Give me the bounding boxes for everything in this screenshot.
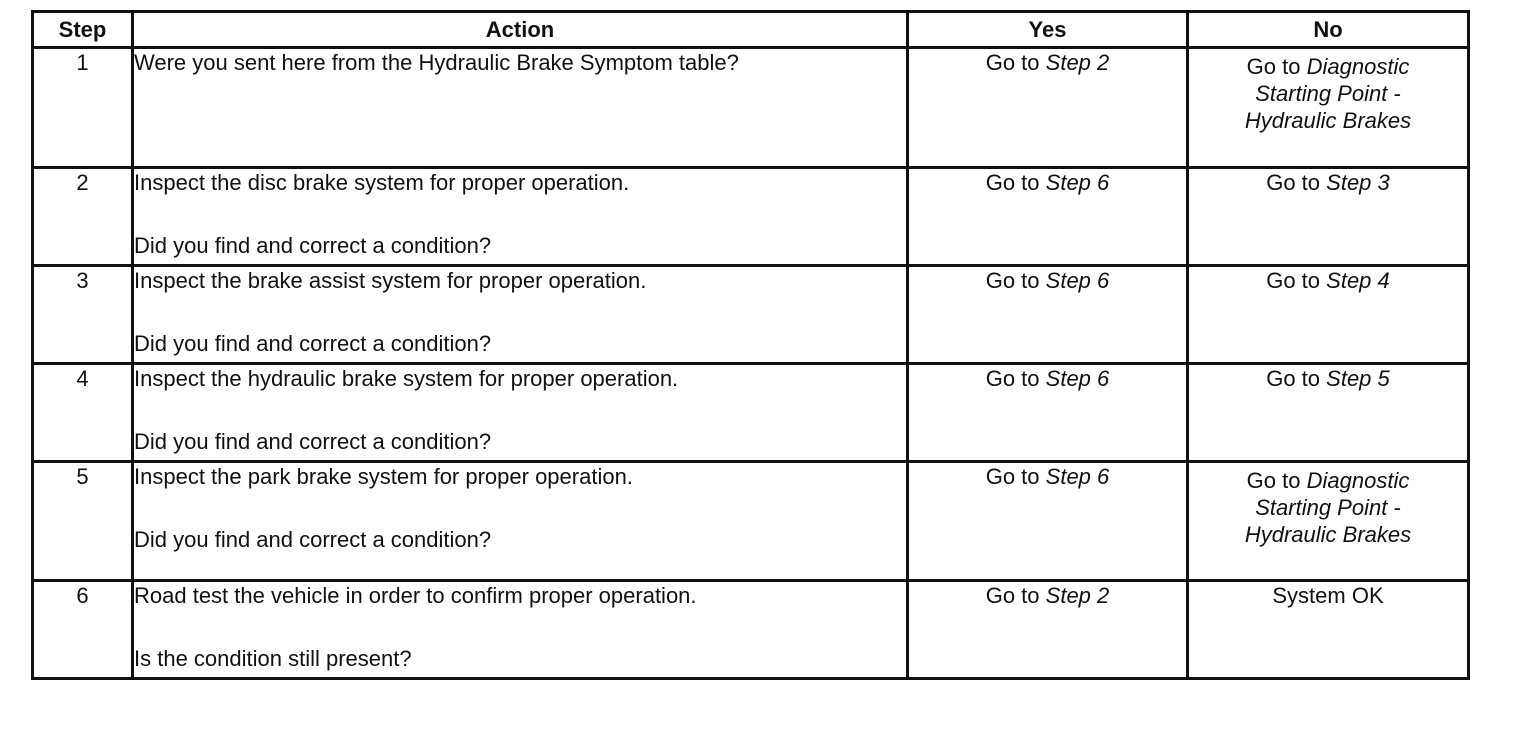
yes-prefix: Go to — [985, 583, 1040, 608]
no-cell — [1188, 168, 1469, 266]
no-cell — [1188, 48, 1469, 168]
action-question: Is the condition still present? — [134, 646, 412, 671]
yes-target: Step 6 — [1045, 366, 1110, 391]
no-text: System OK — [1272, 583, 1384, 608]
action-cell — [133, 48, 908, 168]
step-number: 4 — [33, 364, 133, 462]
no-target: Step 5 — [1326, 366, 1390, 391]
yes-prefix: Go to — [985, 366, 1040, 391]
table-header-row — [33, 12, 1469, 48]
table-row — [33, 168, 1469, 266]
action-question: Did you find and correct a condition? — [134, 233, 492, 258]
no-prefix: Go to — [1246, 468, 1301, 493]
header-no: No — [1188, 12, 1469, 48]
action-question: Did you find and correct a condition? — [134, 429, 492, 454]
no-target-line-1: Diagnostic — [1306, 468, 1410, 493]
step-number: 5 — [33, 462, 133, 581]
no-cell — [1188, 266, 1469, 364]
action-cell — [133, 168, 908, 266]
no-target-line-3: Hydraulic Brakes — [1244, 108, 1412, 133]
yes-prefix: Go to — [985, 170, 1040, 195]
no-target-line-2: Starting Point - — [1255, 81, 1401, 106]
table-row — [33, 462, 1469, 581]
action-text: Inspect the disc brake system for proper operation. — [134, 170, 630, 195]
no-target: Step 4 — [1326, 268, 1390, 293]
no-target-line-2: Starting Point - — [1255, 495, 1401, 520]
no-target-line-1: Diagnostic — [1306, 54, 1410, 79]
step-number: 3 — [33, 266, 133, 364]
yes-target: Step 6 — [1045, 268, 1110, 293]
yes-cell — [908, 168, 1188, 266]
step-number: 2 — [33, 168, 133, 266]
diagnostic-table — [31, 10, 1470, 680]
action-text: Inspect the park brake system for proper operation. — [134, 464, 633, 489]
yes-prefix: Go to — [985, 268, 1040, 293]
yes-prefix: Go to — [985, 50, 1040, 75]
yes-cell — [908, 462, 1188, 581]
no-cell — [1188, 581, 1469, 679]
step-number: 6 — [33, 581, 133, 679]
yes-target: Step 6 — [1045, 170, 1110, 195]
no-target: Step 3 — [1326, 170, 1390, 195]
yes-prefix: Go to — [985, 464, 1040, 489]
no-prefix: Go to — [1266, 268, 1321, 293]
header-step: Step — [33, 12, 133, 48]
header-action: Action — [133, 12, 908, 48]
no-prefix: Go to — [1266, 170, 1321, 195]
action-cell — [133, 266, 908, 364]
action-text: Road test the vehicle in order to confirm proper operation. — [134, 583, 697, 608]
no-line — [1189, 53, 1467, 80]
table-row — [33, 581, 1469, 679]
table-row — [33, 364, 1469, 462]
action-cell — [133, 581, 908, 679]
step-number: 1 — [33, 48, 133, 168]
yes-cell — [908, 266, 1188, 364]
no-prefix: Go to — [1246, 54, 1301, 79]
no-prefix: Go to — [1266, 366, 1321, 391]
no-cell — [1188, 364, 1469, 462]
yes-cell — [908, 364, 1188, 462]
no-line — [1189, 467, 1467, 494]
action-text: Inspect the hydraulic brake system for proper operation. — [134, 366, 679, 391]
table-row — [33, 266, 1469, 364]
action-text: Were you sent here from the Hydraulic Brake Symptom table? — [134, 50, 739, 75]
yes-cell — [908, 581, 1188, 679]
table-row — [33, 48, 1469, 168]
no-target-line-3: Hydraulic Brakes — [1244, 522, 1412, 547]
action-text: Inspect the brake assist system for proper operation. — [134, 268, 647, 293]
no-cell — [1188, 462, 1469, 581]
yes-target: Step 2 — [1045, 583, 1110, 608]
header-yes: Yes — [908, 12, 1188, 48]
action-cell — [133, 364, 908, 462]
action-question: Did you find and correct a condition? — [134, 527, 492, 552]
action-question: Did you find and correct a condition? — [134, 331, 492, 356]
yes-cell — [908, 48, 1188, 168]
yes-target: Step 2 — [1045, 50, 1110, 75]
action-cell — [133, 462, 908, 581]
yes-target: Step 6 — [1045, 464, 1110, 489]
